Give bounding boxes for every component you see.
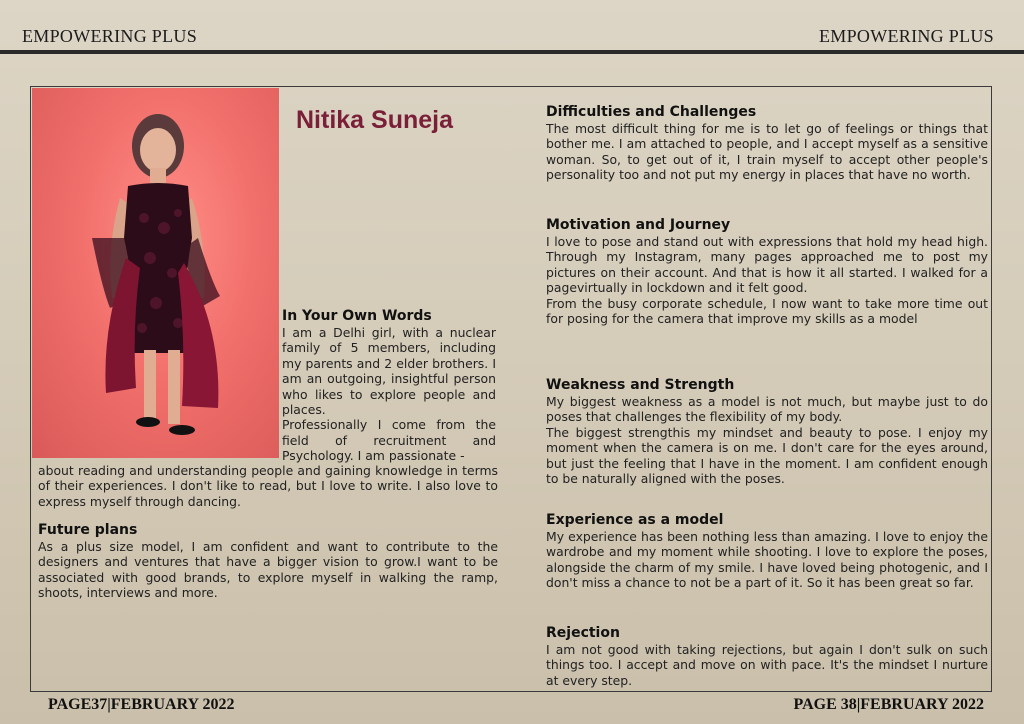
section-difficulties (546, 104, 988, 183)
section-heading: In Your Own Words (282, 308, 432, 324)
section-heading: Experience as a model (546, 512, 724, 528)
paragraph: My experience has been nothing less than amazing. I love to enjoy the wardrobe and my moment while shooting. I love to explore the poses, alongside the charm of my smile. I have loved being photogenic, and I don't miss a chance to not be a part of it. So it has been great so far. (546, 529, 988, 591)
section-experience (546, 512, 988, 591)
model-portrait-photo (32, 88, 279, 458)
footer-page-left: PAGE37|FEBRUARY 2022 (48, 696, 235, 713)
header-rule (0, 50, 1024, 54)
footer-page-right: PAGE 38|FEBRUARY 2022 (793, 696, 984, 713)
paragraph: From the busy corporate schedule, I now want to take more time out for posing for the camera that improve my skills as a model (546, 295, 988, 327)
section-in-your-own-words (282, 308, 496, 464)
paragraph: The biggest strengthis my mindset and beauty to pose. I enjoy my moment when the camera is on me. I don't care for the eyes around, but just the feeling that I have in the moment. I am confident enough to be naturally aligned with the poses. (546, 424, 988, 487)
paragraph: The most difficult thing for me is to let go of feelings or things that bother me. I am attached to people, and I accept myself as a sensitive woman. So, to get out of it, I train myself to accept other people's personality too and not put my energy in places that have no worth. (546, 121, 988, 183)
section-heading: Weakness and Strength (546, 377, 735, 393)
section-heading: Rejection (546, 625, 620, 641)
section-heading: Difficulties and Challenges (546, 104, 757, 120)
section-heading: Future plans (38, 522, 138, 538)
paragraph: My biggest weakness as a model is not much, but maybe just to do poses that challenges the flexibility of my body. (546, 394, 988, 425)
profile-name: Nitika Suneja (296, 106, 453, 134)
paragraph: I love to pose and stand out with expressions that hold my head high. Through my Instagram, many pages approached me to post my pictures on their account. And that is how it all started. I walked for a pagevirtually in lockdown and it felt good. (546, 234, 988, 296)
paragraph: Professionally I come from the field of recruitment and Psychology. I am passionate - (282, 417, 496, 464)
section-future-plans (38, 522, 498, 601)
section-heading: Motivation and Journey (546, 217, 731, 233)
model-figure-illustration (32, 88, 279, 458)
paragraph: As a plus size model, I am confident and want to contribute to the designers and ventures that have a bigger vision to grow.I want to be associated with good brands, to explore myself in walking the ramp, shoots, interviews and more. (38, 539, 498, 601)
section-in-your-own-words-continued (38, 463, 498, 509)
paragraph: about reading and understanding people and gaining knowledge in terms of their experiences. I don't like to read, but I love to write. I also love to express myself through dancing. (38, 463, 498, 509)
magazine-title-left: EMPOWERING PLUS (22, 26, 198, 46)
paragraph: I am not good with taking rejections, but again I don't sulk on such things too. I accept and move on with pace. It's the mindset I nurture at every step. (546, 642, 988, 688)
section-motivation (546, 217, 988, 326)
magazine-title-right: EMPOWERING PLUS (818, 26, 994, 46)
paragraph: I am a Delhi girl, with a nuclear family of 5 members, including my parents and 2 elder brothers. I am an outgoing, insightful person who likes to explore people and places. (282, 325, 496, 418)
section-weakness (546, 377, 988, 486)
section-rejection (546, 625, 988, 688)
